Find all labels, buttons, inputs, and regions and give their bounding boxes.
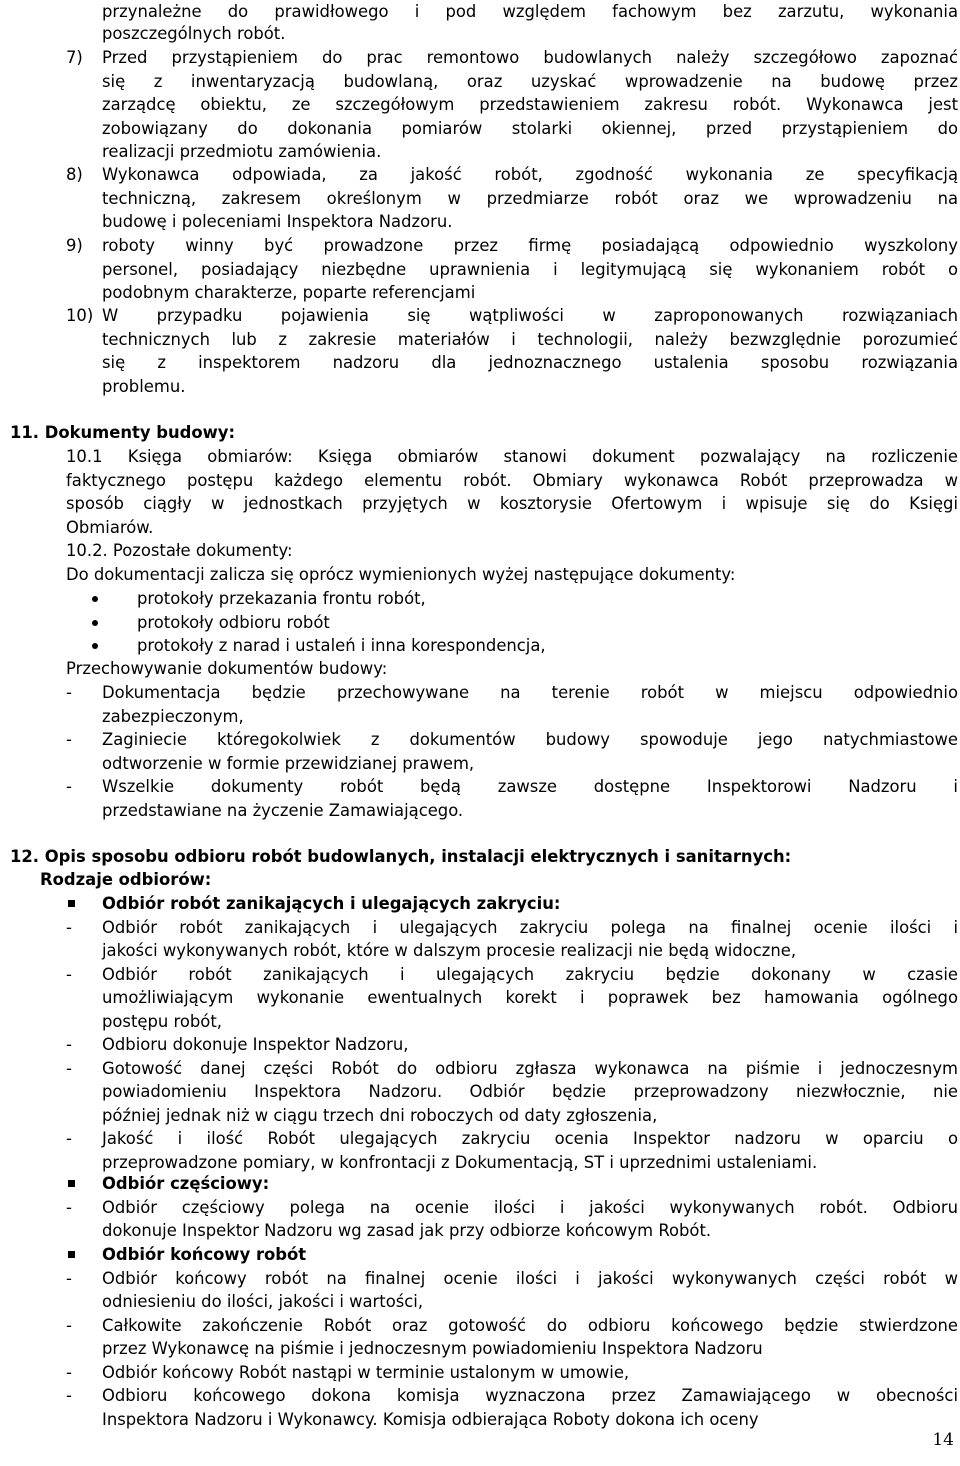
section-heading: 11. Dokumenty budowy: — [10, 423, 236, 442]
paragraph-line: Całkowite zakończenie Robót oraz gotowość do odbioru końcowego będzie stwierdzone — [102, 1316, 958, 1335]
list-number: 7) — [66, 48, 83, 67]
dash-marker: - — [66, 1035, 72, 1054]
paragraph-line: odniesieniu do ilości, jakości i wartości, — [102, 1292, 424, 1311]
bullet-item: protokoły z narad i ustaleń i inna korespondencja, — [137, 636, 546, 655]
bullet-icon — [92, 643, 98, 649]
bullet-item: protokoły przekazania frontu robót, — [137, 589, 426, 608]
paragraph-line: Zaginiecie któregokolwiek z dokumentów budowy spowoduje jego natychmiastowe — [102, 730, 958, 749]
paragraph-line: się z inwentaryzacją budowlaną, oraz uzyskać wprowadzenie na budowę przez — [102, 72, 958, 91]
dash-marker: - — [66, 1059, 72, 1078]
paragraph-line: dokonuje Inspektor Nadzoru wg zasad jak przy odbiorze końcowym Robót. — [102, 1221, 712, 1240]
paragraph-line: faktycznego postępu każdego elementu robót. Obmiary wykonawca Robót przeprowadza w — [66, 471, 958, 490]
paragraph-line: Odbiór robót zanikających i ulegających zakryciu będzie dokonany w czasie — [102, 965, 958, 984]
group-title: Odbiór częściowy: — [102, 1174, 270, 1193]
bullet-item: protokoły odbioru robót — [137, 613, 330, 632]
paragraph-line: podobnym charakterze, poparte referencjami — [102, 283, 476, 302]
paragraph-line: 10.1 Księga obmiarów: Księga obmiarów stanowi dokument pozwalający na rozliczenie — [66, 447, 958, 466]
paragraph-line: zabezpieczonym, — [102, 707, 244, 726]
dash-marker: - — [66, 1129, 72, 1148]
group-title: Odbiór robót zanikających i ulegających zakryciu: — [102, 894, 561, 913]
paragraph-line: Wykonawca odpowiada, za jakość robót, zgodność wykonania ze specyfikacją — [102, 165, 958, 184]
square-bullet-icon — [68, 1180, 75, 1187]
paragraph-line: powiadomieniu Inspektora Nadzoru. Odbiór będzie przeprowadzony niezwłocznie, nie — [102, 1082, 958, 1101]
page-number: 14 — [932, 1430, 954, 1450]
dash-marker: - — [66, 1386, 72, 1405]
paragraph-line: realizacji przedmiotu zamówienia. — [102, 142, 382, 161]
dash-marker: - — [66, 1316, 72, 1335]
square-bullet-icon — [68, 1251, 75, 1258]
paragraph-line: Odbioru dokonuje Inspektor Nadzoru, — [102, 1035, 409, 1054]
paragraph-line: Obmiarów. — [66, 518, 154, 537]
paragraph-line: Odbiór częściowy polega na ocenie ilości i jakości wykonywanych robót. Odbioru — [102, 1198, 958, 1217]
paragraph-line: Inspektora Nadzoru i Wykonawcy. Komisja odbierająca Roboty dokona ich oceny — [102, 1410, 759, 1429]
paragraph-line: problemu. — [102, 377, 186, 396]
paragraph-line: budowę i poleceniami Inspektora Nadzoru. — [102, 212, 453, 231]
paragraph-line: roboty winny być prowadzone przez firmę posiadającą odpowiednio wyszkolony — [102, 236, 958, 255]
paragraph-line: później jednak niż w ciągu trzech dni roboczych od daty zgłoszenia, — [102, 1106, 658, 1125]
dash-marker: - — [66, 1269, 72, 1288]
paragraph-line: Odbiór robót zanikających i ulegających zakryciu polega na finalnej ocenie ilości i — [102, 918, 958, 937]
paragraph-line: Odbioru końcowego dokona komisja wyznaczona przez Zamawiającego w obecności — [102, 1386, 958, 1405]
dash-marker: - — [66, 1363, 72, 1382]
paragraph-line: zarządcę obiektu, ze szczegółowym przedstawieniem zakresu robót. Wykonawca jest — [102, 95, 958, 114]
paragraph-line: Jakość i ilość Robót ulegających zakryciu ocenia Inspektor nadzoru w oparciu o — [102, 1129, 958, 1148]
paragraph-line: Odbiór końcowy Robót nastąpi w terminie ustalonym w umowie, — [102, 1363, 630, 1382]
paragraph-line: przynależne do prawidłowego i pod względem fachowym bez zarzutu, wykonania — [102, 2, 958, 21]
paragraph-line: Odbiór końcowy robót na finalnej ocenie ilości i jakości wykonywanych części robót w — [102, 1269, 958, 1288]
paragraph-line: Dokumentacja będzie przechowywane na terenie robót w miejscu odpowiednio — [102, 683, 958, 702]
paragraph-line: Przed przystąpieniem do prac remontowo budowlanych należy szczegółowo zapoznać — [102, 48, 958, 67]
subsection-label: 10.2. Pozostałe dokumenty: — [66, 541, 293, 560]
paragraph-line: technicznych lub z zakresie materiałów i technologii, należy bezwzględnie porozumieć — [102, 330, 958, 349]
bullet-icon — [92, 596, 98, 602]
paragraph-line: W przypadku pojawienia się wątpliwości w zaproponowanych rozwiązaniach — [102, 306, 958, 325]
bullet-icon — [92, 620, 98, 626]
paragraph-line: personel, posiadający niezbędne uprawnienia i legitymującą się wykonaniem robót o — [102, 260, 958, 279]
paragraph-line: Wszelkie dokumenty robót będą zawsze dostępne Inspektorowi Nadzoru i — [102, 777, 958, 796]
paragraph-line: zobowiązany do dokonania pomiarów stolarki okiennej, przed przystąpieniem do — [102, 119, 958, 138]
paragraph-line: się z inspektorem nadzoru dla jednoznacznego ustalenia sposobu rozwiązania — [102, 353, 958, 372]
dash-marker: - — [66, 730, 72, 749]
list-number: 9) — [66, 236, 83, 255]
paragraph-line: przedstawiane na życzenie Zamawiającego. — [102, 801, 464, 820]
paragraph-line: przez Wykonawcę na piśmie i jednoczesnym powiadomieniu Inspektora Nadzoru — [102, 1339, 763, 1358]
paragraph-line: poszczególnych robót. — [102, 24, 286, 43]
paragraph-line: sposób ciągły w jednostkach przyjętych w kosztorysie Ofertowym i wpisuje się do Księgi — [66, 494, 958, 513]
section-heading: 12. Opis sposobu odbioru robót budowlanych, instalacji elektrycznych i sanitarnych: — [10, 847, 792, 866]
subsection-heading: Rodzaje odbiorów: — [40, 870, 212, 889]
list-number: 8) — [66, 165, 83, 184]
paragraph-line: odtworzenie w formie przewidzianej prawem, — [102, 754, 475, 773]
paragraph-line: Gotowość danej części Robót do odbioru zgłasza wykonawca na piśmie i jednoczesnym — [102, 1059, 958, 1078]
dash-marker: - — [66, 777, 72, 796]
dash-marker: - — [66, 918, 72, 937]
square-bullet-icon — [68, 900, 75, 907]
paragraph-line: techniczną, zakresem określonym w przedmiarze robót oraz we wprowadzeniu na — [102, 189, 958, 208]
dash-marker: - — [66, 683, 72, 702]
paragraph-line: jakości wykonywanych robót, które w dalszym procesie realizacji nie będą widoczne, — [102, 941, 797, 960]
paragraph-line: przeprowadzone pomiary, w konfrontacji z Dokumentacją, ST i uprzednimi ustaleniami. — [102, 1153, 818, 1172]
dash-marker: - — [66, 1198, 72, 1217]
list-number: 10) — [66, 306, 94, 325]
paragraph-line: umożliwiającym wykonanie ewentualnych korekt i poprawek bez hamowania ogólnego — [102, 988, 958, 1007]
storage-heading: Przechowywanie dokumentów budowy: — [66, 659, 388, 678]
paragraph-line: Do dokumentacji zalicza się oprócz wymienionych wyżej następujące dokumenty: — [66, 565, 736, 584]
paragraph-line: postępu robót, — [102, 1012, 222, 1031]
dash-marker: - — [66, 965, 72, 984]
group-title: Odbiór końcowy robót — [102, 1245, 307, 1264]
